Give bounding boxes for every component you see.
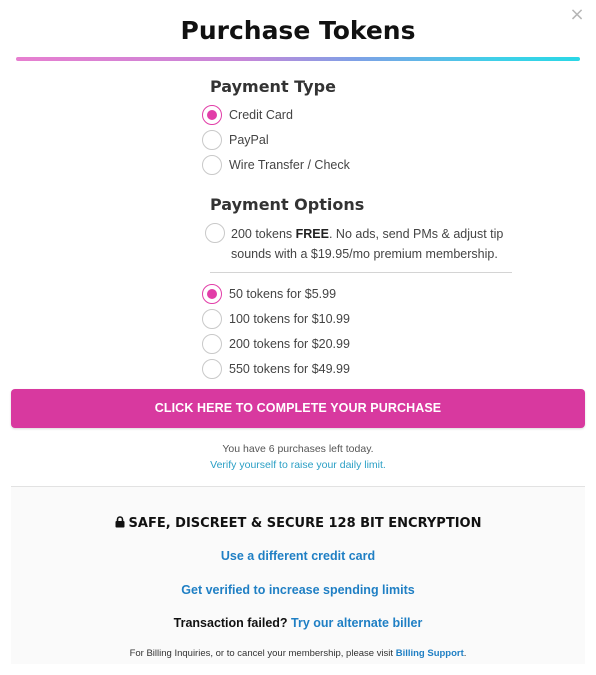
billing-support-link[interactable]: Billing Support — [395, 648, 464, 659]
billing-period: . — [463, 648, 467, 659]
purchases-left-text: You have 6 purchases left today. — [222, 443, 374, 455]
package-100-label: 100 tokens for $10.99 — [229, 312, 350, 326]
premium-description — [231, 224, 521, 264]
paypal-label: PayPal — [229, 133, 269, 147]
billing-inquiries-text — [0, 648, 596, 659]
package-50-radio[interactable] — [202, 284, 222, 304]
payment-options-heading: Payment Options — [210, 195, 365, 214]
premium-radio[interactable] — [205, 223, 225, 243]
payment-type-credit-card[interactable] — [202, 105, 293, 125]
secure-encryption-label: SAFE, DISCREET & SECURE 128 BIT ENCRYPTION — [128, 516, 482, 531]
package-200-radio[interactable] — [202, 334, 222, 354]
package-100-tokens[interactable] — [202, 309, 350, 329]
complete-purchase-button[interactable]: CLICK HERE TO COMPLETE YOUR PURCHASE — [11, 389, 585, 428]
different-card-link[interactable]: Use a different credit card — [220, 549, 376, 563]
payment-type-heading: Payment Type — [210, 77, 336, 96]
different-card-row — [0, 549, 596, 563]
verify-link-row — [0, 459, 596, 471]
package-100-radio[interactable] — [202, 309, 222, 329]
verify-daily-limit-link[interactable]: Verify yourself to raise your daily limit. — [210, 459, 386, 471]
transaction-failed-row — [0, 616, 596, 630]
wire-transfer-label: Wire Transfer / Check — [229, 158, 350, 172]
transaction-failed-text: Transaction failed? — [173, 616, 288, 630]
package-200-tokens[interactable] — [202, 334, 350, 354]
page-title: Purchase Tokens — [180, 16, 416, 45]
payment-type-wire-transfer[interactable] — [202, 155, 350, 175]
paypal-radio[interactable] — [202, 130, 222, 150]
get-verified-link[interactable]: Get verified to increase spending limits — [181, 583, 415, 597]
package-50-label: 50 tokens for $5.99 — [229, 287, 337, 301]
package-550-label: 550 tokens for $49.99 — [229, 362, 350, 376]
package-50-tokens[interactable] — [202, 284, 336, 304]
premium-post-text: . No ads, send PMs & adjust tip sounds with a $19.95/mo premium membership. — [231, 227, 504, 261]
close-icon[interactable]: × — [569, 4, 585, 25]
credit-card-radio[interactable] — [202, 105, 222, 125]
billing-text: For Billing Inquiries, or to cancel your membership, please visit — [129, 648, 394, 659]
payment-type-paypal[interactable] — [202, 130, 269, 150]
premium-option[interactable] — [205, 223, 225, 243]
package-550-tokens[interactable] — [202, 359, 350, 379]
title-gradient-divider — [16, 57, 580, 61]
package-200-label: 200 tokens for $20.99 — [229, 337, 350, 351]
credit-card-label: Credit Card — [229, 108, 293, 122]
lock-icon — [115, 516, 125, 532]
get-verified-row — [0, 583, 596, 597]
alternate-biller-link[interactable]: Try our alternate biller — [291, 616, 423, 630]
package-550-radio[interactable] — [202, 359, 222, 379]
premium-free-text: FREE — [295, 227, 329, 241]
premium-pre-text: 200 tokens — [231, 227, 296, 241]
options-divider — [210, 272, 512, 273]
footer-panel — [11, 486, 585, 664]
secure-encryption-text — [0, 516, 596, 532]
wire-transfer-radio[interactable] — [202, 155, 222, 175]
